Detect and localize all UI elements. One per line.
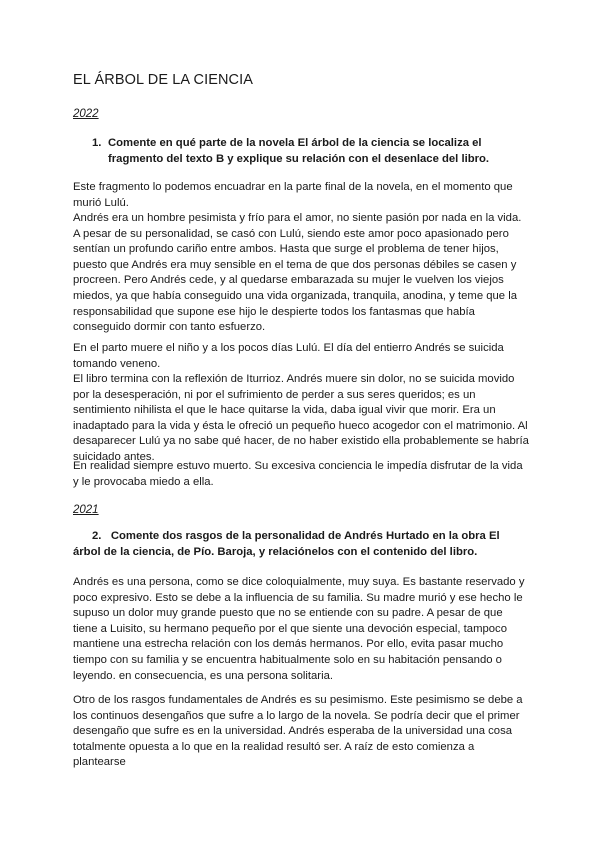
year-heading-2022: 2022 [73, 108, 99, 120]
question-1-text: Comente en qué parte de la novela El árbol de la ciencia se localiza el fragmento del texto B y explique su relación con el desenlace del libro. [108, 137, 490, 165]
question-2-text: Comente dos rasgos de la personalidad de Andrés Hurtado en la obra El árbol de la ciencia, de Pío. Baroja, y relaciónelos con el contenido del libro. [73, 530, 500, 558]
answer-1-paragraph: El libro termina con la reflexión de Iturrioz. Andrés muere sin dolor, no se suicida movido por la desesperación, ni por el sufrimiento de perder a sus seres queridos; es un sentimiento nihilista el que le hace quitarse la vida, daba igual vivir que morir. Era un inadaptado para la vida y ésta le ofreció un pequeño hueco acogedor con el matrimonio. Al desaparecer Lulú ya no sabe qué hacer, de no haber existido ella probablemente se habría suicidado antes. [73, 373, 529, 463]
answer-2-paragraph: Otro de los rasgos fundamentales de Andrés es su pesimismo. Este pesimismo se debe a los continuos desengaños que sufre a lo largo de la novela. Se podría decir que el primer desengaño que sufre es en la universidad. Andrés esperaba de la universidad una cosa totalmente opuesta a lo que en la realidad resultó ser. A raíz de esto comienza a plantearse [73, 694, 523, 769]
question-1-number: 1. [92, 137, 102, 149]
question-2 [73, 528, 528, 560]
answer-2-paragraph: Andrés es una persona, como se dice coloquialmente, muy suya. Es bastante reservado y poco expresivo. Esto se debe a la influencia de su familia. Su madre murió y ese hecho le supuso un dolor muy grande puesto que no se entiende con su padre. A pesar de que tiene a Luisito, su hermano pequeño por el que siente una devoción especial, tampoco mantiene una estrecha relación con los demás hermanos. Por ello, evita pasar mucho tiempo con su familia y se encuentra habitualmente solo en su habitación pensando o leyendo. en consecuencia, es una persona solitaria. [73, 576, 525, 682]
document-title: EL ÁRBOL DE LA CIENCIA [73, 72, 254, 88]
answer-1-paragraph: En el parto muere el niño y a los pocos días Lulú. El día del entierro Andrés se suicida tomando veneno. [73, 342, 504, 370]
answer-1-paragraph: Andrés era un hombre pesimista y frío para el amor, no siente pasión por nada en la vida. A pesar de su personalidad, se casó con Lulú, siendo este amor poco apasionado pero sentían un profundo cariño entre ambos. Hasta que surge el problema de tener hijos, puesto que Andrés era muy sensible en el tema de que dos personas débiles se casen y procreen. Pero Andrés cede, y al quedarse embarazada su mujer le vuelven los viejos miedos, ya que había conseguido una vida organizada, tranquila, anodina, y teme que la responsabilidad que supone ese hijo le despierte todos los fantasmas que había conseguido dormir con tanto esfuerzo. [73, 212, 522, 334]
question-2-number: 2. [92, 530, 102, 542]
question-1 [92, 135, 512, 167]
answer-1-paragraph: En realidad siempre estuvo muerto. Su excesiva conciencia le impedía disfrutar de la vida y le provocaba miedo a ella. [73, 460, 523, 488]
answer-1-paragraph: Este fragmento lo podemos encuadrar en la parte final de la novela, en el momento que murió Lulú. [73, 181, 513, 209]
year-heading-2021: 2021 [73, 504, 99, 516]
